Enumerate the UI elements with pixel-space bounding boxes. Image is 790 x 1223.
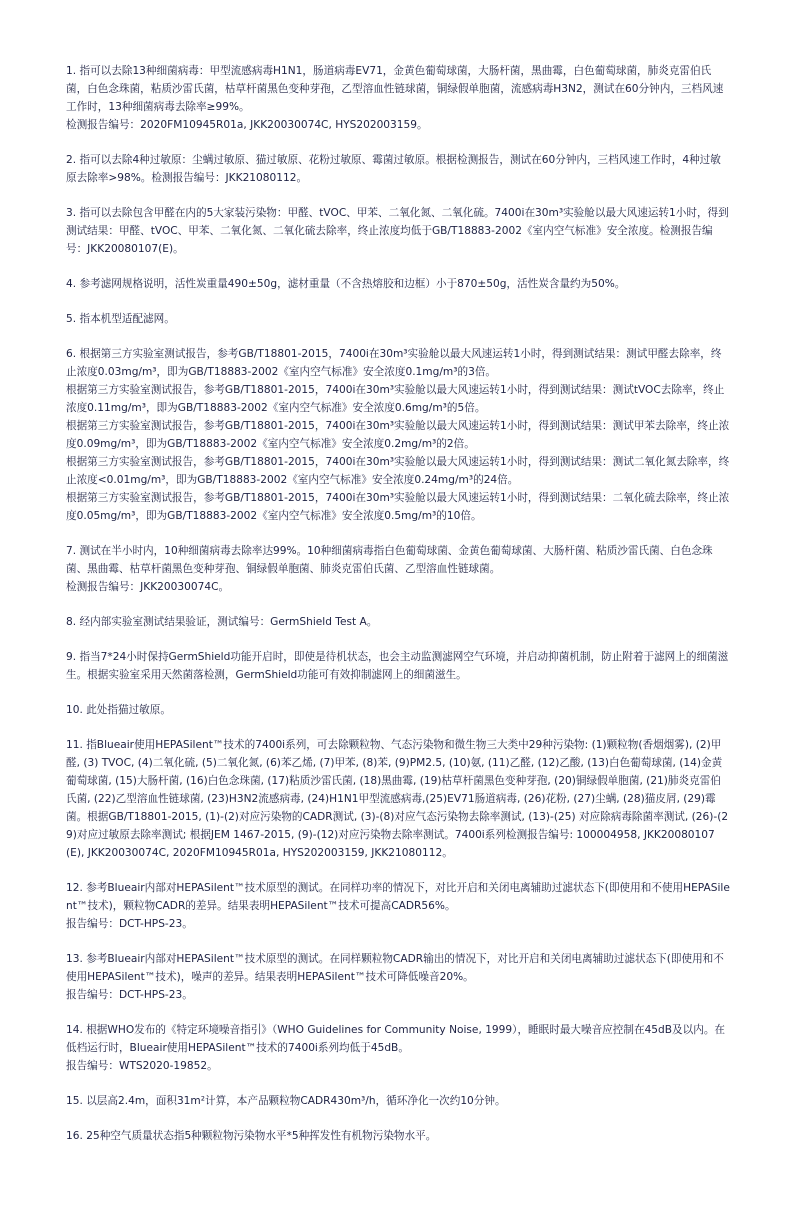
footnote-report-number: 报告编号：WTS2020-19852。: [66, 1060, 218, 1072]
footnote-6: [66, 345, 730, 525]
footnote-text: 5. 指本机型适配滤网。: [66, 313, 175, 325]
footnote-report-number: 检测报告编号：JKK20030074C。: [66, 581, 230, 593]
footnote-4: [66, 275, 730, 293]
footnote-7: [66, 542, 730, 596]
footnote-text: 2. 指可以去除4种过敏原：尘螨过敏原、猫过敏原、花粉过敏原、霉菌过敏原。根据检测报告，测试在60分钟内，三档风速工作时，4种过敏原去除率>98%。检测报告编号：JKK21080112。: [66, 154, 721, 184]
footnote-15: [66, 1092, 730, 1110]
footnote-text: 1. 指可以去除13种细菌病毒：甲型流感病毒H1N1，肠道病毒EV71，金黄色葡萄球菌，大肠杆菌，黑曲霉，白色葡萄球菌，肺炎克雷伯氏菌，白色念珠菌，粘质沙雷氏菌，枯草杆菌黑色变种芽孢，乙型溶血性链球菌，铜绿假单胞菌，流感病毒H3N2，测试在60分钟内，三档风速工作时，13种细菌病毒去除率≥99%。: [66, 65, 724, 113]
footnote-11: [66, 736, 730, 862]
footnote-16: [66, 1127, 730, 1145]
footnote-text: 10. 此处指猫过敏原。: [66, 704, 171, 716]
footnote-report-number: 报告编号：DCT-HPS-23。: [66, 918, 193, 930]
footnote-text-formaldehyde: 6. 根据第三方实验室测试报告，参考GB/T18801-2015，7400i在30m³实验舱以最大风速运转1小时，得到测试结果：测试甲醛去除率，终止浓度0.03mg/m³，即为GB/T18883-2002《室内空气标准》安全浓度0.1mg/m³的3倍。: [66, 348, 722, 378]
footnote-text: 9. 指当7*24小时保持GermShield功能开启时，即使是待机状态，也会主动监测滤网空气环境，并启动抑菌机制，防止附着于滤网上的细菌滋生。根据实验室采用天然菌落检测，GermShield功能可有效抑制滤网上的细菌滋生。: [66, 651, 729, 681]
footnote-text: 7. 测试在半小时内，10种细菌病毒去除率达99%。10种细菌病毒指白色葡萄球菌、金黄色葡萄球菌、大肠杆菌、粘质沙雷氏菌、白色念珠菌、黑曲霉、枯草杆菌黑色变种芽孢、铜绿假单胞菌、肺炎克雷伯氏菌、乙型溶血性链球菌。: [66, 545, 713, 575]
footnote-text: 11. 指Blueair使用HEPASilent™技术的7400i系列，可去除颗粒物、气态污染物和微生物三大类中29种污染物: (1)颗粒物(香烟烟雾), (2)甲醛, (3) TVOC, (4)二氧化硫, (5)二氧化氮, (6)苯乙烯, (7)甲苯, (8)苯, (9)PM2.5, (10)氨, (11)乙醛, (12)乙酸, (13)白色葡萄球菌, (14)金黄葡萄球菌, (15)大肠杆菌, (16)白色念珠菌, (17)粘质沙雷氏菌, (18)黑曲霉, (19)枯草杆菌黑色变种芽孢, (20)铜绿假单胞菌, (21)肺炎克雷伯氏菌, (22)乙型溶血性链球菌, (23)H3N2流感病毒, (24)H1N1甲型流感病毒,(25)EV71肠道病毒, (26)花粉, (27)尘螨, (28)猫皮屑, (29)霉菌。根据GB/T18801-2015, (1)-(2)对应污染物的CADR测试, (3)-(8)对应气态污染物去除率测试, (13)-(25) 对应除病毒除菌率测试, (26)-(29)对应过敏原去除率测试; 根据JEM 1467-2015, (9)-(12)对应污染物去除率测试。7400i系列检测报告编号: 100004958, JKK20080107(E), JKK20030074C, 2020FM10945R01a, HYS202003159, JKK21080112。: [66, 739, 729, 859]
footnote-text: 3. 指可以去除包含甲醛在内的5大家装污染物：甲醛、tVOC、甲苯、二氧化氮、二氧化硫。7400i在30m³实验舱以最大风速运转1小时，得到测试结果：甲醛、tVOC、甲苯、二氧化氮、二氧化硫去除率，终止浓度均低于GB/T18883-2002《室内空气标准》安全浓度。检测报告编号：JKK20080107(E)。: [66, 207, 729, 255]
footnote-9: [66, 648, 730, 684]
footnote-text: 4. 参考滤网规格说明，活性炭重量490±50g，滤材重量（不含热熔胶和边框）小于870±50g，活性炭含量约为50%。: [66, 278, 626, 290]
footnote-14: [66, 1021, 730, 1075]
footnote-text: 12. 参考Blueair内部对HEPASilent™技术原型的测试。在同样功率的情况下，对比开启和关闭电离辅助过滤状态下(即使用和不使用HEPASilent™技术)，颗粒物CADR的差异。结果表明HEPASilent™技术可提高CADR56%。: [66, 882, 730, 912]
footnote-12: [66, 879, 730, 933]
footnote-text: 15. 以层高2.4m，面积31m²计算，本产品颗粒物CADR430m³/h，循环净化一次约10分钟。: [66, 1095, 506, 1107]
footnote-13: [66, 950, 730, 1004]
footnote-text-toluene: 根据第三方实验室测试报告，参考GB/T18801-2015，7400i在30m³实验舱以最大风速运转1小时，得到测试结果：测试甲苯去除率，终止浓度0.09mg/m³，即为GB/T18883-2002《室内空气标准》安全浓度0.2mg/m³的2倍。: [66, 420, 730, 450]
footnote-text-so2: 根据第三方实验室测试报告，参考GB/T18801-2015，7400i在30m³实验舱以最大风速运转1小时，得到测试结果：二氧化硫去除率，终止浓度0.05mg/m³，即为GB/T18883-2002《室内空气标准》安全浓度0.5mg/m³的10倍。: [66, 492, 730, 522]
footnote-report-number: 报告编号：DCT-HPS-23。: [66, 989, 193, 1001]
footnote-text: 8. 经内部实验室测试结果验证，测试编号：GermShield Test A。: [66, 616, 378, 628]
footnote-10: [66, 701, 730, 719]
footnote-5: [66, 310, 730, 328]
footnote-report-number: 检测报告编号：2020FM10945R01a, JKK20030074C, HYS202003159。: [66, 119, 428, 131]
footnote-8: [66, 613, 730, 631]
footnote-3: [66, 204, 730, 258]
footnote-1: [66, 62, 730, 134]
footnote-text: 16. 25种空气质量状态指5种颗粒物污染物水平*5种挥发性有机物污染物水平。: [66, 1130, 437, 1142]
footnote-text: 13. 参考Blueair内部对HEPASilent™技术原型的测试。在同样颗粒物CADR输出的情况下，对比开启和关闭电离辅助过滤状态下(即使用和不使用HEPASilent™技术)，噪声的差异。结果表明HEPASilent™技术可降低噪音20%。: [66, 953, 724, 983]
footnote-2: [66, 151, 730, 187]
footnote-text-tvoc: 根据第三方实验室测试报告，参考GB/T18801-2015，7400i在30m³实验舱以最大风速运转1小时，得到测试结果：测试tVOC去除率，终止浓度0.11mg/m³，即为GB/T18883-2002《室内空气标准》安全浓度0.6mg/m³的5倍。: [66, 384, 725, 414]
footnote-text-no2: 根据第三方实验室测试报告，参考GB/T18801-2015，7400i在30m³实验舱以最大风速运转1小时，得到测试结果：测试二氧化氮去除率，终止浓度<0.01mg/m³，即为GB/T18883-2002《室内空气标准》安全浓度0.24mg/m³的24倍。: [66, 456, 730, 486]
footnotes-document: [66, 62, 730, 1162]
footnote-text: 14. 根据WHO发布的《特定环境噪音指引》（WHO Guidelines for Community Noise, 1999），睡眠时最大噪音应控制在45dB及以内。在低档运行时，Blueair使用HEPASilent™技术的7400i系列均低于45dB。: [66, 1024, 726, 1054]
